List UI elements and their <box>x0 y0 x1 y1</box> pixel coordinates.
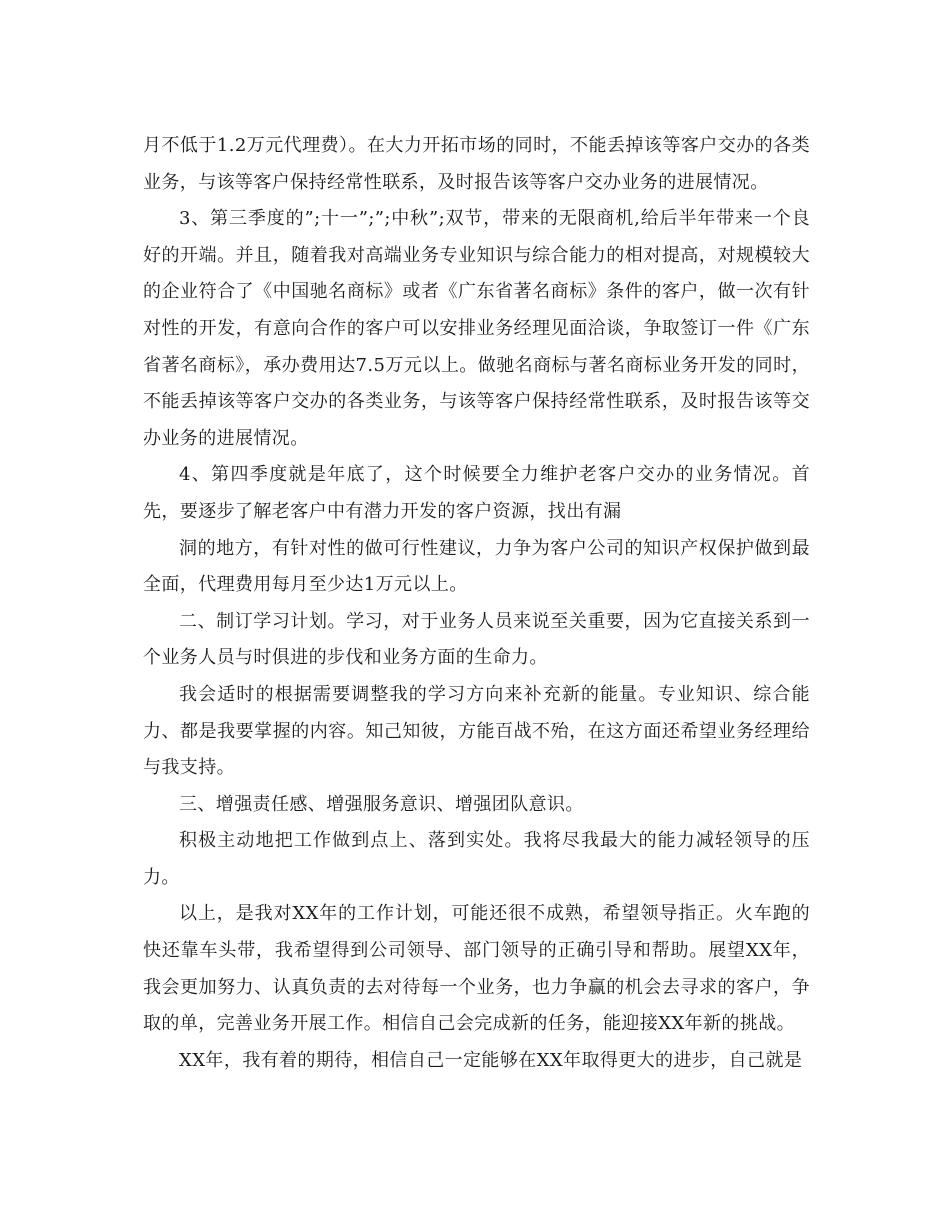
document-body <box>143 128 810 1079</box>
paragraph-proactive-work: 积极主动地把工作做到点上、落到实处。我将尽我最大的能力减轻领导的压力。 <box>143 830 810 888</box>
paragraph-study-plan: 二、制订学习计划。学习，对于业务人员来说至关重要，因为它直接关系到一个业务人员与时俱进的步伐和业务方面的生命力。 <box>143 610 810 669</box>
paragraph-continuation: 月不低于1.2万元代理费）。在大力开拓市场的同时，不能丢掉该等客户交办的各类业务，与该等客户保持经常性联系，及时报告该等客户交办业务的进展情况。 <box>143 135 810 193</box>
paragraph-closing: XX年，我有着的期待，相信自己一定能够在XX年取得更大的进步，自己就是 <box>179 1049 803 1071</box>
paragraph-responsibility-heading: 三、增强责任感、增强服务意识、增强团队意识。 <box>179 793 584 815</box>
paragraph-summary: 以上，是我对XX年的工作计划，可能还很不成熟，希望领导指正。火车跑的快还靠车头带，我希望得到公司领导、部门领导的正确引导和帮助。展望XX年，我会更加努力、认真负责的去对待每一个业务，也力争赢的机会去寻求的客户，争取的单，完善业务开展工作。相信自己会完成新的任务，能迎接XX年新的挑战。 <box>143 903 810 1035</box>
paragraph-q4-plan-continued: 洞的地方，有针对性的做可行性建议，力争为客户公司的知识产权保护做到最全面，代理费用每月至少达1万元以上。 <box>143 537 810 596</box>
paragraph-q3-plan: 3、第三季度的”;十一”;”;中秋”;双节，带来的无限商机,给后半年带来一个良好的开端。并且，随着我对高端业务专业知识与综合能力的相对提高，对规模较大的企业符合了《中国驰名商标》或者《广东省著名商标》条件的客户，做一次有针对性的开发，有意向合作的客户可以安排业务经理见面洽谈，争取签订一件《广东省著名商标》，承办费用达7.5万元以上。做驰名商标与著名商标业务开发的同时，不能丢掉该等客户交办的各类业务，与该等客户保持经常性联系，及时报告该等交办业务的进展情况。 <box>143 208 810 449</box>
paragraph-study-details: 我会适时的根据需要调整我的学习方向来补充新的能量。专业知识、综合能力、都是我要掌握的内容。知己知彼，方能百战不殆，在这方面还希望业务经理给与我支持。 <box>143 683 810 779</box>
paragraph-q4-plan: 4、第四季度就是年底了，这个时候要全力维护老客户交办的业务情况。首先，要逐步了解老客户中有潜力开发的客户资源，找出有漏 <box>143 464 810 522</box>
